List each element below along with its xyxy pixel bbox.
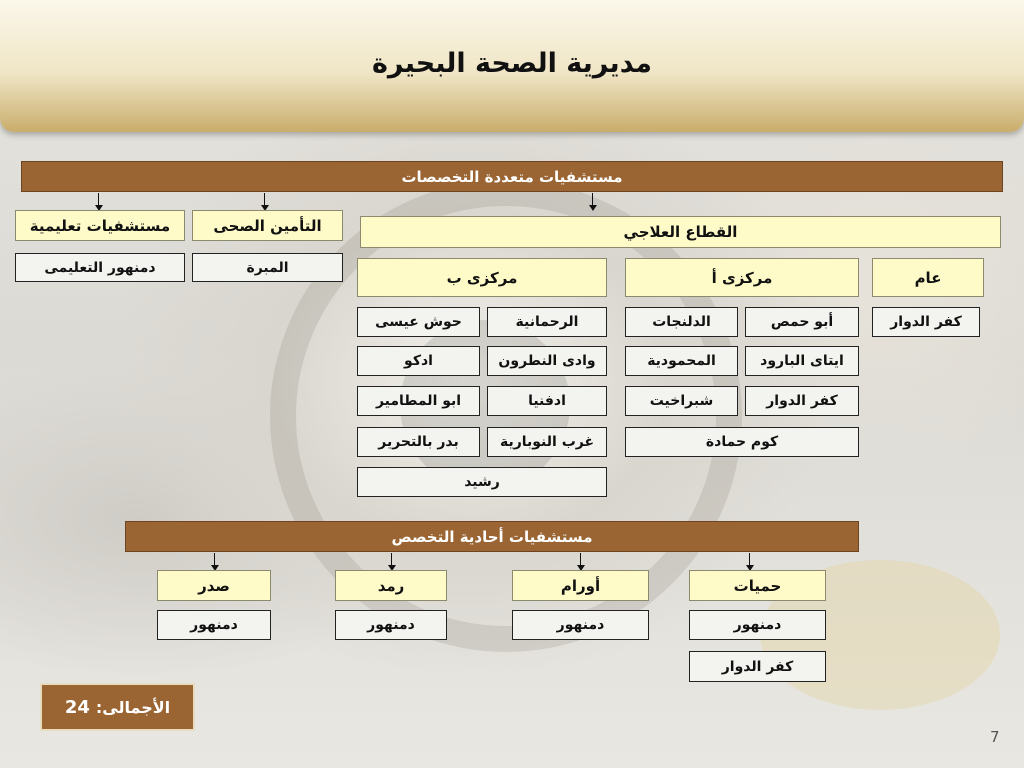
center-a-item: الدلنجات: [625, 307, 738, 337]
teaching-hospital-item: دمنهور التعليمى: [15, 253, 185, 282]
page-number: 7: [990, 728, 1000, 746]
total-label: الأجمالى:: [95, 697, 171, 717]
total-box: [40, 683, 195, 731]
center-b-header: مركزى ب: [357, 258, 607, 297]
general-header: عام: [872, 258, 984, 297]
center-a-item: شبراخيت: [625, 386, 738, 416]
center-a-header: مركزى أ: [625, 258, 859, 297]
title-banner: [0, 0, 1024, 132]
center-b-item: الرحمانية: [487, 307, 607, 337]
health-insurance-header: التأمين الصحى: [192, 210, 343, 241]
arrow-to-chest: [214, 553, 215, 566]
center-b-item: ادفنيا: [487, 386, 607, 416]
arrow-to-eyes: [391, 553, 392, 566]
page-title: مديرية الصحة البحيرة: [371, 48, 653, 79]
center-b-item: وادى النطرون: [487, 346, 607, 376]
tumors-item: دمنهور: [512, 610, 649, 640]
center-b-item: حوش عيسى: [357, 307, 480, 337]
fevers-item: كفر الدوار: [689, 651, 826, 682]
fevers-header: حميات: [689, 570, 826, 601]
center-a-item: المحمودية: [625, 346, 738, 376]
arrow-to-therapeutic: [592, 193, 593, 206]
arrow-to-insurance: [264, 193, 265, 206]
single-specialty-bar: مستشفيات أحادية التخصص: [125, 521, 859, 552]
center-b-item: غرب النوبارية: [487, 427, 607, 457]
total-value: 24: [64, 696, 90, 718]
chest-item: دمنهور: [157, 610, 271, 640]
eyes-item: دمنهور: [335, 610, 447, 640]
therapeutic-sector-header: القطاع العلاجي: [360, 216, 1001, 248]
tumors-header: أورام: [512, 570, 649, 601]
health-insurance-item: المبرة: [192, 253, 343, 282]
arrow-to-fevers: [749, 553, 750, 566]
center-a-item: أبو حمص: [745, 307, 859, 337]
center-a-item: ايتاى البارود: [745, 346, 859, 376]
center-a-item: كفر الدوار: [745, 386, 859, 416]
fevers-item: دمنهور: [689, 610, 826, 640]
multi-specialty-bar: مستشفيات متعددة التخصصات: [21, 161, 1003, 192]
center-b-item: ادكو: [357, 346, 480, 376]
eyes-header: رمد: [335, 570, 447, 601]
arrow-to-teaching: [98, 193, 99, 206]
center-b-item: بدر بالتحرير: [357, 427, 480, 457]
center-b-item: رشيد: [357, 467, 607, 497]
general-item: كفر الدوار: [872, 307, 980, 337]
center-a-item: كوم حمادة: [625, 427, 859, 457]
arrow-to-tumors: [580, 553, 581, 566]
chest-header: صدر: [157, 570, 271, 601]
teaching-hospitals-header: مستشفيات تعليمية: [15, 210, 185, 241]
center-b-item: ابو المطامير: [357, 386, 480, 416]
